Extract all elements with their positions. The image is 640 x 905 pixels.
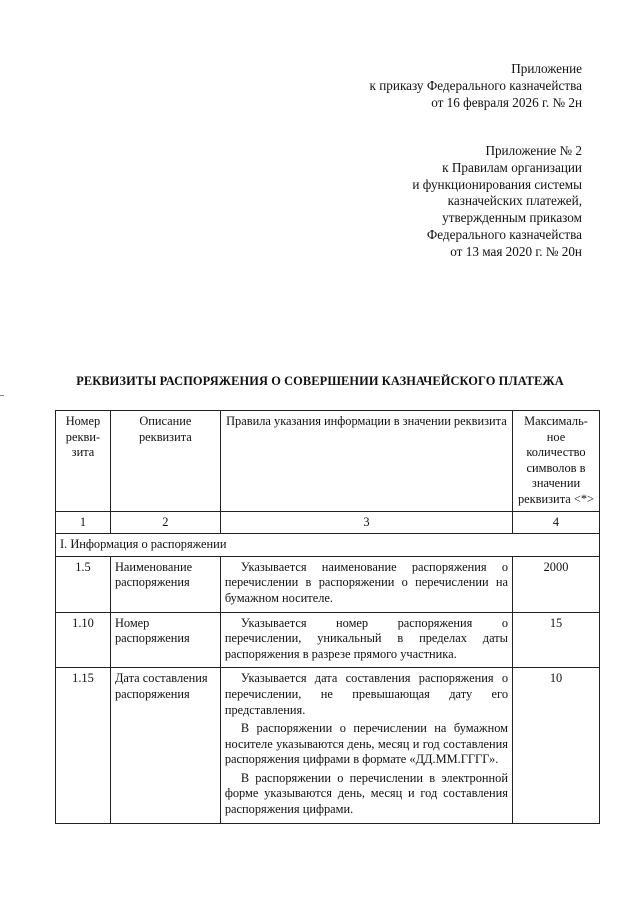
rule-paragraph: Указывается наименование распоряжения о перечислении в распоряжении о перечислении на бумажном носителе. (224, 559, 509, 605)
table-header-row (56, 411, 600, 512)
header-line: казначейских платежей, (447, 193, 582, 209)
column-number-row (56, 511, 600, 534)
column-number: 4 (513, 511, 600, 534)
column-number: 1 (56, 511, 111, 534)
requisite-description: Дата составления распоряжения (110, 668, 220, 823)
header-line: Приложение № 2 (485, 143, 582, 158)
table-row (56, 612, 600, 668)
requisite-max: 2000 (513, 556, 600, 612)
header-line: от 16 февраля 2026 г. № 2н (431, 94, 582, 110)
requisite-description: Номер распоряжения (110, 612, 220, 668)
requisite-description: Наименование распоряжения (110, 556, 220, 612)
requisite-rules (220, 668, 512, 823)
margin-mark (0, 395, 4, 402)
header-line: утвержденным приказом (442, 210, 582, 226)
header-line: к приказу Федерального казначейства (369, 77, 582, 93)
header-max-symbols: Максималь- ное количество символов в значении реквизита <*> (513, 411, 600, 512)
header-description: Описание реквизита (110, 411, 220, 512)
header-line: и функционирования системы (412, 176, 582, 192)
requisites-table (55, 410, 600, 824)
header-line: Приложение (511, 61, 582, 76)
document-title: РЕКВИЗИТЫ РАСПОРЯЖЕНИЯ О СОВЕРШЕНИИ КАЗНАЧЕЙСКОГО ПЛАТЕЖА (76, 374, 564, 388)
header-line: от 13 мая 2020 г. № 20н (450, 243, 582, 259)
appendix-2-header (412, 143, 582, 261)
requisite-max: 15 (513, 612, 600, 668)
rule-paragraph: В распоряжении о перечислении в электронной форме указываются день, месяц и год составления распоряжения цифрами. (224, 770, 509, 817)
requisite-max: 10 (513, 668, 600, 823)
requisite-number: 1.15 (56, 668, 111, 823)
requisite-rules (220, 612, 512, 668)
requisite-rules (220, 556, 512, 612)
requisite-number: 1.5 (56, 556, 111, 612)
table-row (56, 668, 600, 823)
section-title: I. Информация о распоряжении (56, 534, 600, 557)
rule-paragraph: Указывается номер распоряжения о перечислении, уникальный в пределах даты распоряжения в разрезе прямого участника. (224, 615, 509, 661)
header-number: Номер рекви- зита (56, 411, 111, 512)
section-row (56, 534, 600, 557)
requisite-number: 1.10 (56, 612, 111, 668)
header-rules: Правила указания информации в значении реквизита (220, 411, 512, 512)
header-line: Федерального казначейства (426, 226, 582, 242)
table-row (56, 556, 600, 612)
rule-paragraph: Указывается дата составления распоряжения о перечислении, не превышающая дату его представления. (224, 671, 509, 717)
column-number: 2 (110, 511, 220, 534)
column-number: 3 (220, 511, 512, 534)
appendix-header (370, 61, 582, 111)
header-line: к Правилам организации (442, 159, 582, 175)
rule-paragraph: В распоряжении о перечислении на бумажном носителе указываются день, месяц и год составления распоряжения цифрами в формате «ДД.ММ.ГГГГ». (224, 721, 509, 767)
